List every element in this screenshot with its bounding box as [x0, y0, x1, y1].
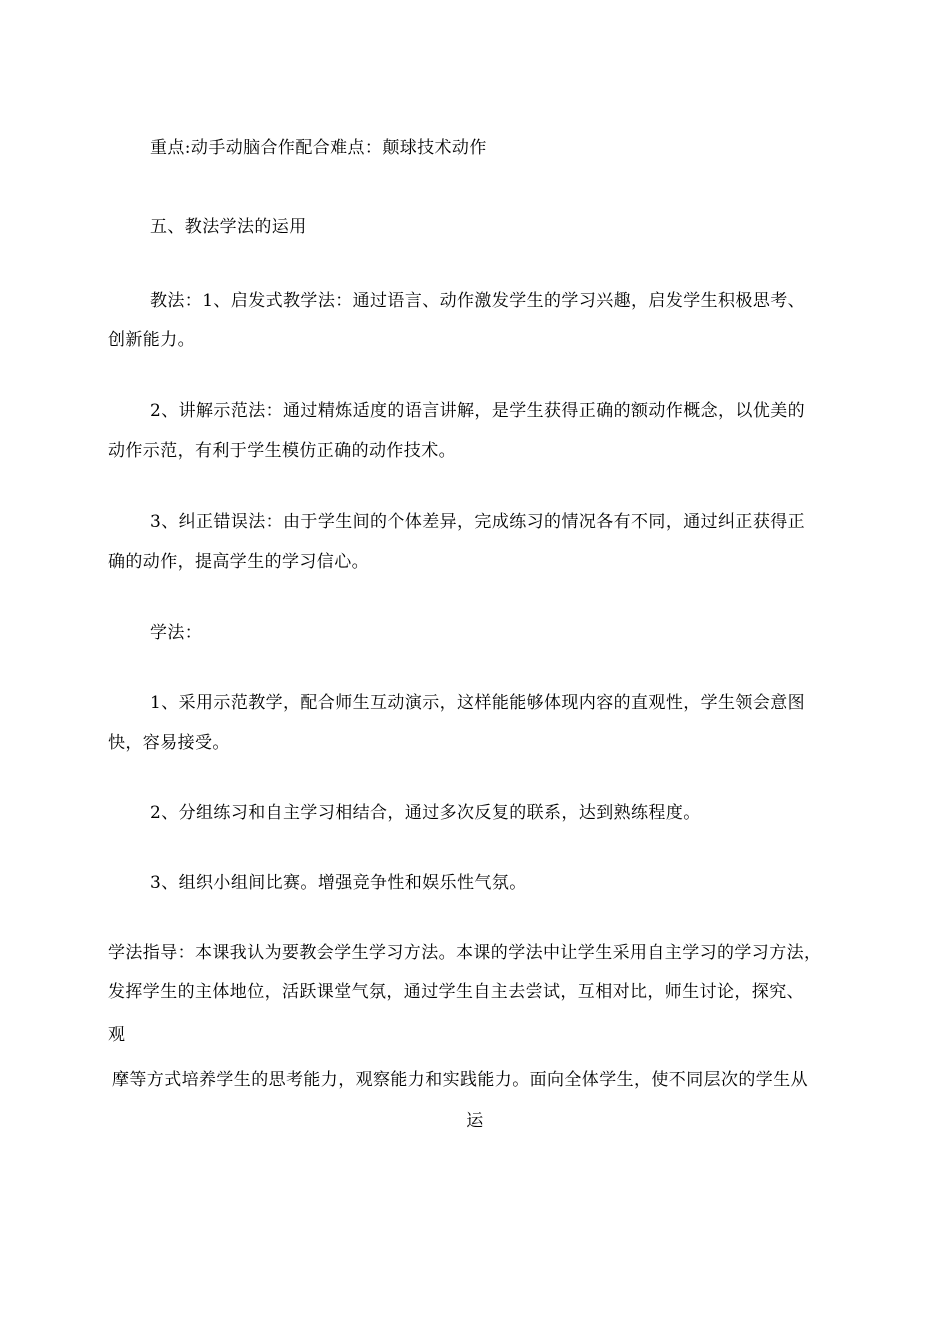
- guidance-line-4: 摩等方式培养学生的思考能力，观察能力和实践能力。面向全体学生，使不同层次的学生从: [112, 1070, 808, 1090]
- teaching-method-3-line-1: 3、纠正错误法：由于学生间的个体差异，完成练习的情况各有不同，通过纠正获得正: [150, 512, 806, 532]
- teaching-method-1-line-2: 创新能力。: [108, 330, 195, 350]
- guidance-line-1: 学法指导：本课我认为要教会学生学习方法。本课的学法中让学生采用自主学习的学习方法，: [108, 943, 822, 963]
- teaching-method-3-line-2: 确的动作，提高学生的学习信心。: [108, 552, 369, 572]
- key-points: 重点:动手动脑合作配合难点：颠球技术动作: [150, 138, 487, 158]
- guidance-line-5: 运: [466, 1111, 484, 1131]
- learning-method-heading: 学法：: [150, 623, 203, 643]
- section-heading: 五、教法学法的运用: [150, 217, 307, 237]
- guidance-line-2: 发挥学生的主体地位，活跃课堂气氛，通过学生自主去尝试，互相对比，师生讨论，探究、: [108, 982, 804, 1002]
- teaching-method-2-line-1: 2、讲解示范法：通过精炼适度的语言讲解，是学生获得正确的额动作概念，以优美的: [150, 401, 806, 421]
- guidance-line-3: 观: [108, 1025, 126, 1045]
- teaching-method-1-line-1: 教法：1、启发式教学法：通过语言、动作激发学生的学习兴趣，启发学生积极思考、: [150, 291, 806, 311]
- learning-method-3: 3、组织小组间比赛。增强竞争性和娱乐性气氛。: [150, 873, 527, 893]
- learning-method-1-line-1: 1、采用示范教学，配合师生互动演示，这样能能够体现内容的直观性，学生领会意图: [150, 693, 806, 713]
- learning-method-2: 2、分组练习和自主学习相结合，通过多次反复的联系，达到熟练程度。: [150, 803, 701, 823]
- teaching-method-2-line-2: 动作示范，有利于学生模仿正确的动作技术。: [108, 441, 456, 461]
- learning-method-1-line-2: 快，容易接受。: [108, 733, 230, 753]
